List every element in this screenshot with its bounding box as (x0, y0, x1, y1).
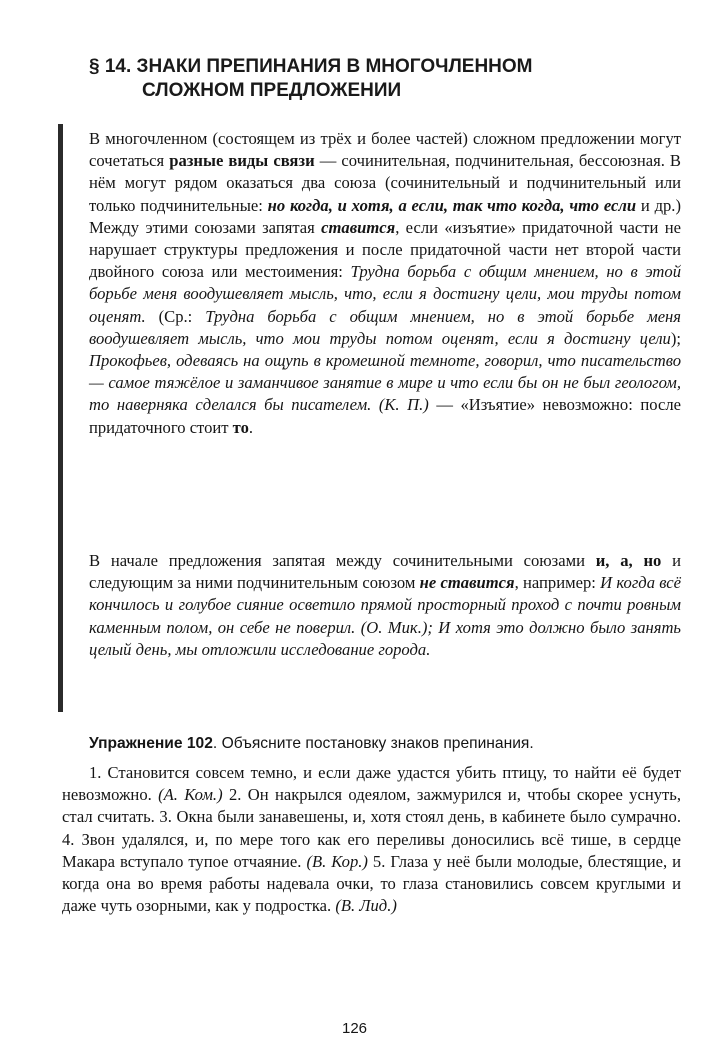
exercise-author: (А. Ком.) (158, 785, 223, 805)
rule2-conjunctions: и, а, но (595, 551, 662, 570)
exercise-body (62, 762, 681, 917)
rule1-text: В многочленном (состоящем из трёх и более частей) сложном предложении могут сочетаться (89, 129, 681, 171)
rule1-text: — сочинительная, подчинительная, бессоюзная. В нём могут рядом оказаться два союза (сочинительный и подчинительный или только подчинительные: (89, 151, 681, 215)
exercise-task: . Объясните постановку знаков препинания. (212, 735, 534, 752)
exercise-text: 1. Становится совсем темно, и если даже удастся убить птицу, то найти её будет невозможно. (62, 763, 681, 805)
rule1-text: , если «изъятие» придаточной части не нарушает структуры предложения и после придаточной части нет второй части двойного союза или местоимения: (89, 217, 682, 282)
exercise-author: (В. Кор.) (306, 851, 368, 871)
rule-paragraph-2 (89, 550, 681, 661)
rule2-emphasis: не ставится (419, 573, 515, 593)
exercise-text: 2. Он накрылся одеялом, зажмурился и, чтобы скорее уснуть, стал считать. 3. Окна были занавешены, и, хотя стоял день, в кабинете было сумрачно. 4. Звон удалялся, и, по мере того как его переливы доносились всё тише, в сердце Макара вступало тупое отчаяние. (62, 785, 681, 871)
rule1-bold-word: то (232, 417, 249, 437)
rule1-text: и др.) Между этими союзами запятая (89, 195, 681, 237)
section-title-line2: СЛОЖНОМ ПРЕДЛОЖЕНИИ (142, 80, 402, 101)
rule1-text: . (248, 417, 254, 437)
rule2-text: и следующим за ними подчинительным союзом (89, 551, 681, 593)
rule1-text: ); (670, 328, 681, 348)
exercise-label: Упражнение 102 (89, 735, 213, 752)
rule-paragraph-1 (89, 128, 681, 439)
rule2-text: В начале предложения запятая между сочинительными союзами (89, 551, 596, 570)
rule2-example: И когда всё кончилось и голубое сияние осветило прямой просторный проход с почти ровным каменным полом, он себе не поверил. (О. Мик.); И хотя это должно было занять целый день, мы отложили исследование города. (89, 573, 681, 659)
rule1-example: Трудна борьба с общим мнением, но в этой борьбе меня воодушевляет мысль, что, если я достигну цели, мои труды потом оценят. (89, 262, 682, 326)
page-number: 126 (341, 1020, 368, 1037)
exercise-author: (В. Лид.) (335, 896, 397, 916)
rule1-emphasis: ставится (321, 217, 396, 237)
rule2-text: , например: (514, 573, 601, 593)
exercise-heading (89, 733, 681, 755)
rule1-conjunctions: но когда, и хотя, а если, так что когда, что если (267, 195, 637, 215)
exercise-text: 5. Глаза у неё были молодые, блестящие, и когда она во время работы надевала очки, то глаза становились совсем круглыми и даже чуть озорными, как у подростка. (62, 851, 681, 916)
rule1-text: — «Изъятие» невозможно: после придаточного стоит (89, 395, 681, 437)
rule1-bold-term: разные виды связи (169, 151, 315, 171)
rule1-example: Прокофьев, одеваясь на ощупь в кромешной темноте, говорил, что писательство — самое тяжёлое и заманчивое занятие в мире и что если бы он не был геологом, то наверняка сделался бы писателем. (К. П.) (89, 351, 681, 415)
section-title (89, 55, 669, 103)
section-title-line1: § 14. ЗНАКИ ПРЕПИНАНИЯ В МНОГОЧЛЕННОМ (89, 56, 533, 77)
rule1-text: (Ср.: (145, 306, 206, 326)
rule1-example: Трудна борьба с общим мнением, но в этой борьбе меня воодушевляет мысль, что мои труды потом оценят, если я достигну цели (89, 306, 681, 348)
